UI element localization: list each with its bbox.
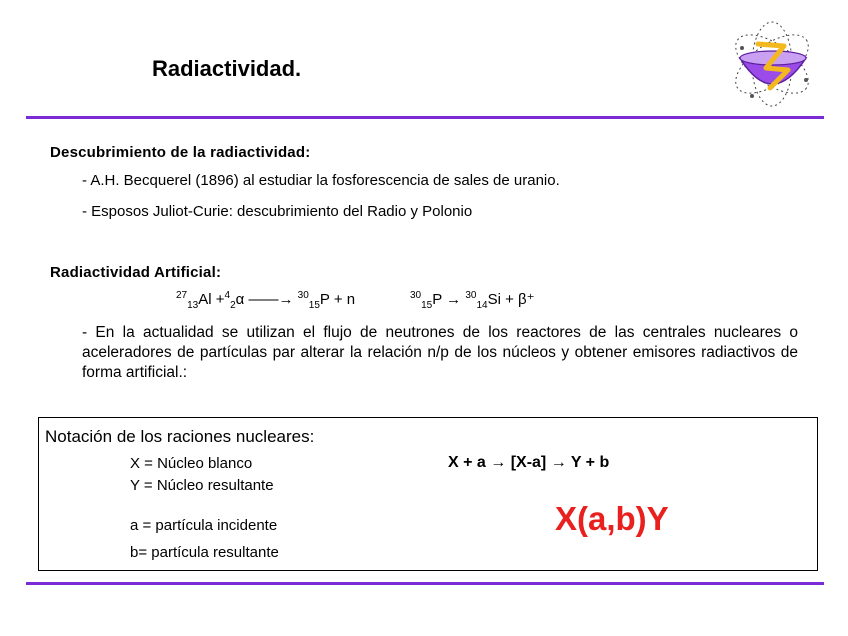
bottom-divider [26,582,824,585]
top-divider [26,116,824,119]
artificial-heading: Radiactividad Artificial: [50,264,222,281]
definition-b: b= partícula resultante [130,544,279,561]
equation-phosphorus-decay: $^{30}_{15}$P → $^{30}_{14}$Si + β⁺ [410,290,535,311]
notation-box-title: Notación de los raciones nucleares: [45,427,315,446]
compact-notation: X(a,b)Y [555,500,669,537]
discovery-item-becquerel: - A.H. Becquerel (1896) al estudiar la fosforescencia de sales de uranio. [82,172,560,189]
equation-aluminum-alpha: $^{27}_{13}$Al +$^4_2$α ——→ $^{30}_{15}$P + n [176,290,356,311]
artificial-paragraph: - En la actualidad se utilizan el flujo de neutrones de los reactores de las centrales nucleares o aceleradores de partículas par alterar la relación n/p de los núcleos y obtener emisores radiactivos de forma artificial.: [82,324,798,381]
definition-a: a = partícula incidente [130,517,278,534]
discovery-heading: Descubrimiento de la radiactividad: [50,144,311,161]
definition-y: Y = Núcleo resultante [130,477,274,494]
reaction-scheme: X + a → [X-a] → Y + b [448,454,610,471]
notation-box [38,417,818,571]
atom-bowl-logo-icon [722,18,822,110]
slide-title: Radiactividad. [152,56,302,81]
definition-x: X = Núcleo blanco [130,455,253,472]
discovery-item-curie: - Esposos Juliot-Curie: descubrimiento del Radio y Polonio [82,203,473,220]
